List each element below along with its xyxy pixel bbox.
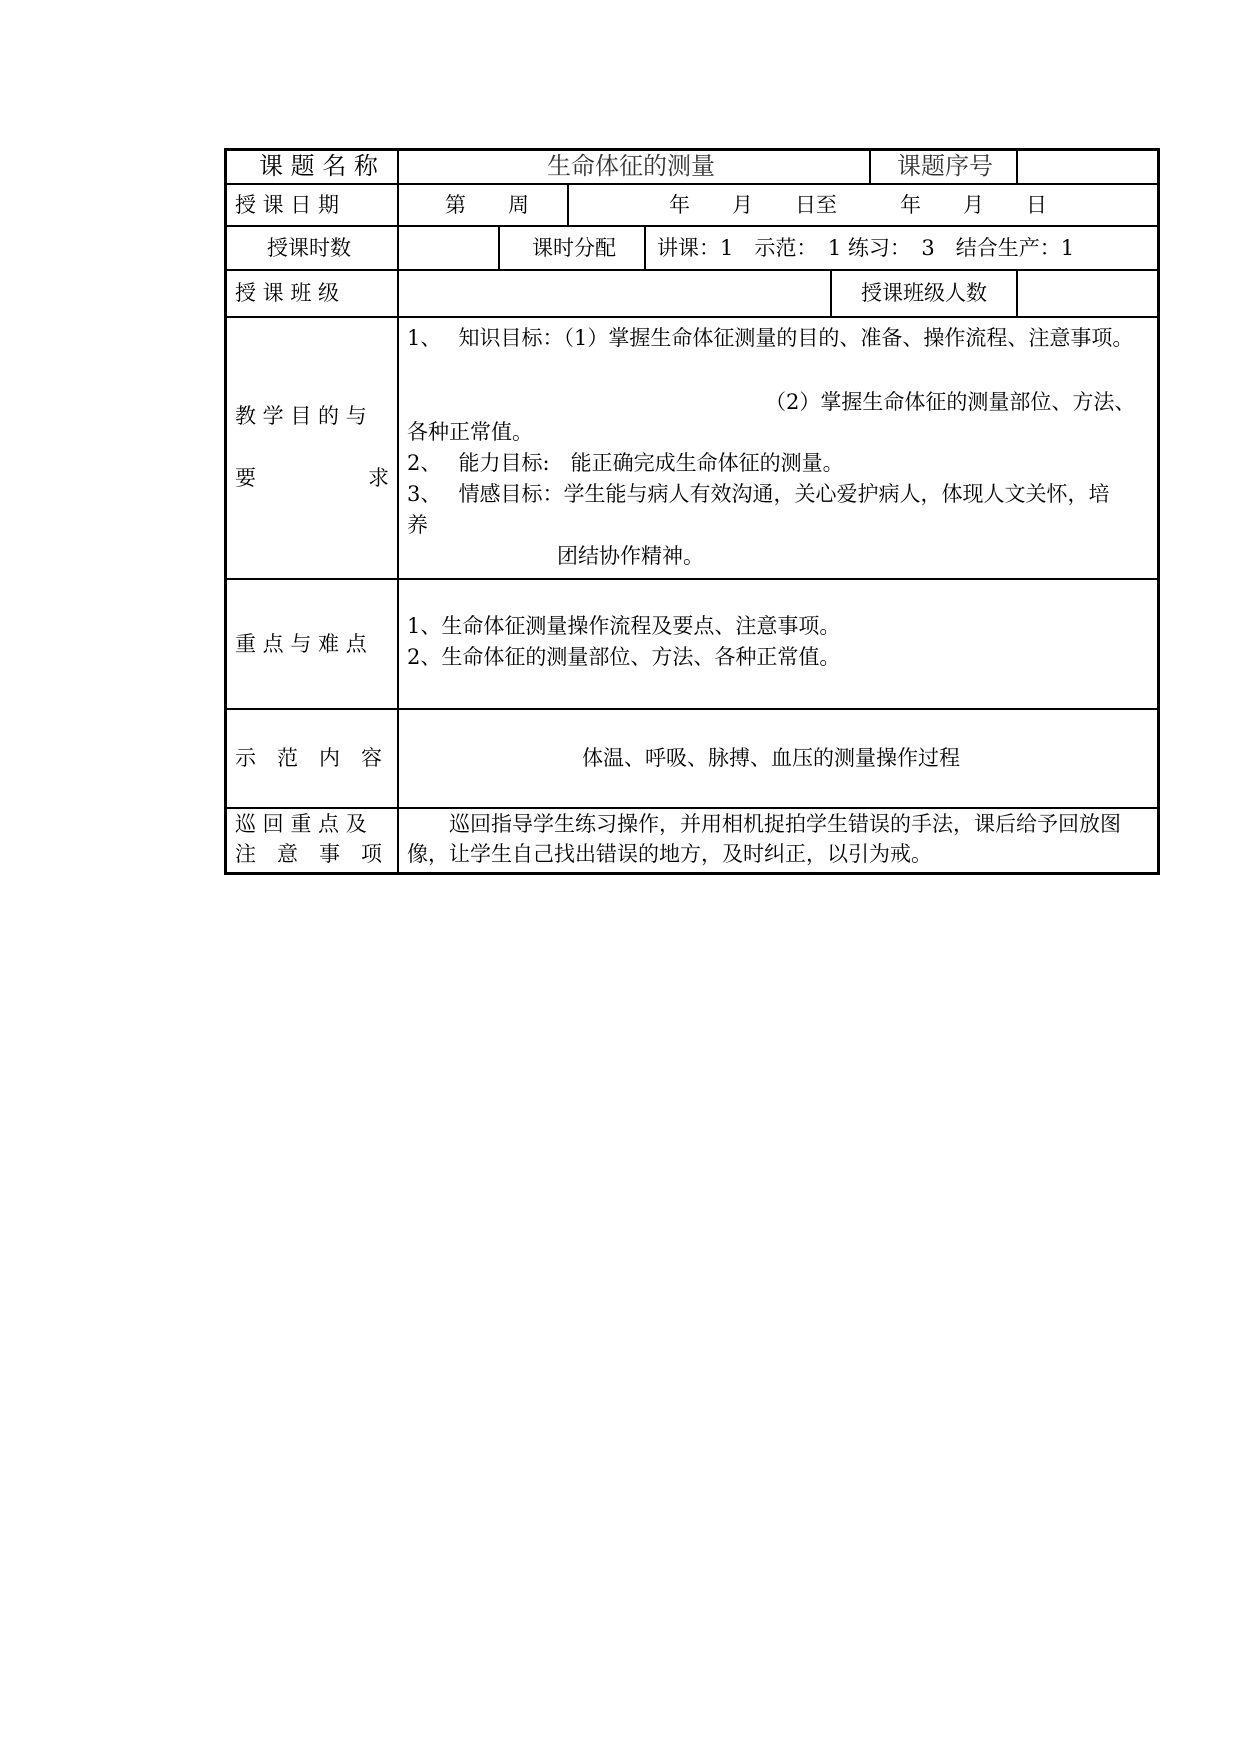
hours-label: 授课时数: [267, 236, 351, 260]
objective-line: 2、 能力目标: 能正确完成生命体征的测量。: [407, 451, 844, 475]
objective-line: 团结协作精神。: [557, 544, 704, 568]
cell-divider: [869, 151, 871, 184]
date-label: 授 课 日 期: [235, 193, 340, 217]
cell-divider: [567, 184, 569, 226]
patrol-line: 像，让学生自己找出错误的地方，及时纠正，以引为戒。: [407, 842, 932, 866]
key-points-label: 重 点 与 难 点: [235, 632, 367, 656]
objective-line: 各种正常值。: [407, 420, 533, 444]
objective-line: 1、 知识目标：（1）掌握生命体征测量的目的、准备、操作流程、注意事项。: [407, 326, 1134, 350]
objective-line: 养: [407, 513, 428, 537]
key-point-line: 2、生命体征的测量部位、方法、各种正常值。: [407, 645, 841, 669]
lesson-title-value: 生命体征的测量: [547, 152, 715, 180]
week-text: 第 周: [445, 193, 529, 217]
date-range-text: 年 月 日至 年 月 日: [669, 193, 1047, 217]
row-divider: [227, 578, 1157, 580]
patrol-label-line2: 注 意 事 项: [235, 842, 382, 866]
cell-divider: [498, 226, 500, 270]
objectives-label: 教 学 目 的 与: [235, 404, 367, 428]
key-point-line: 1、生命体征测量操作流程及要点、注意事项。: [407, 614, 841, 638]
patrol-line: 巡回指导学生练习操作，并用相机捉拍学生错误的手法，课后给予回放图: [449, 812, 1121, 836]
objectives-label-a: 要: [235, 466, 256, 490]
allocation-value: 讲课：1 示范： 1 练习： 3 结合生产：1: [657, 236, 1075, 260]
lesson-plan-table: [224, 148, 1160, 875]
objectives-label-b: 求: [368, 466, 389, 490]
lesson-number-label: 课题序号: [897, 152, 993, 180]
class-size-label: 授课班级人数: [861, 281, 987, 305]
row-divider: [227, 708, 1157, 710]
cell-divider: [830, 270, 832, 317]
label-column-divider: [397, 151, 399, 872]
objective-line: 3、 情感目标：学生能与病人有效沟通，关心爱护病人，体现人文关怀，培: [407, 482, 1110, 506]
demo-label: 示 范 内 容: [235, 746, 382, 770]
cell-divider: [644, 226, 646, 270]
patrol-label-line1: 巡 回 重 点 及: [235, 812, 367, 836]
demo-value: 体温、呼吸、脉搏、血压的测量操作过程: [582, 746, 960, 770]
allocation-label: 课时分配: [532, 236, 616, 260]
objective-line: （2）掌握生命体征的测量部位、方法、: [765, 390, 1136, 414]
lesson-title-label: 课 题 名 称: [259, 152, 378, 180]
cell-divider: [1016, 151, 1018, 184]
row-divider: [227, 225, 1157, 227]
class-label: 授 课 班 级: [235, 281, 340, 305]
cell-divider: [1016, 270, 1018, 317]
